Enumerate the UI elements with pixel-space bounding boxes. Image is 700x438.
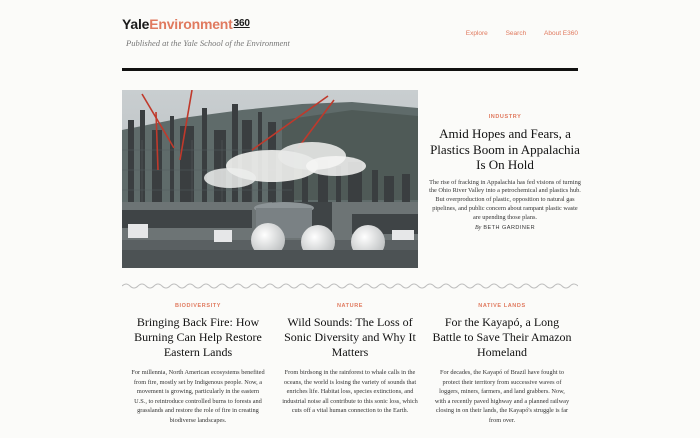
card-category[interactable]: NATURE xyxy=(336,303,364,309)
site-header xyxy=(122,16,578,52)
card-title[interactable]: Bringing Back Fire: How Burning Can Help Restore Eastern Lands xyxy=(134,315,262,359)
hero-byline xyxy=(428,225,582,231)
wavy-divider xyxy=(122,282,578,290)
nav-about[interactable]: About E360 xyxy=(544,30,578,37)
card-title[interactable]: For the Kayapó, a Long Battle to Save Their Amazon Homeland xyxy=(432,315,572,359)
article-card-nature xyxy=(278,303,422,416)
hero-description: The rise of fracking in Appalachia has fed visions of turning the Ohio River Valley into a petrochemical and plastics hub. But overproduction of plastic, opposition to natural gas pipelines, and public concern about rampant plastic waste are upending those plans. xyxy=(429,178,581,221)
card-title[interactable]: Wild Sounds: The Loss of Sonic Diversity and Why It Matters xyxy=(284,315,416,359)
card-description: For decades, the Kayapó of Brazil have fought to protect their territory from successive waves of loggers, miners, farmers, and land grabbers. Now, with a recently paved highway and a planned railway closing in on their lands, the Kayapó's struggle is far from over. xyxy=(434,369,570,424)
logo-environment: Environment xyxy=(149,16,233,32)
site-tagline: Published at the Yale School of the Environment xyxy=(126,38,290,48)
card-category[interactable]: NATIVE LANDS xyxy=(478,303,526,309)
article-card-native-lands xyxy=(430,303,574,425)
site-logo[interactable] xyxy=(122,16,250,32)
nav-explore[interactable]: Explore xyxy=(465,30,488,37)
hero-article xyxy=(428,114,582,231)
byline-by: By xyxy=(474,225,482,232)
hero-image[interactable] xyxy=(122,90,418,268)
hero-title[interactable]: Amid Hopes and Fears, a Plastics Boom in Appalachia Is On Hold xyxy=(430,126,580,172)
logo-360: 360 xyxy=(233,18,250,29)
logo-yale: Yale xyxy=(122,16,150,32)
card-description: For millennia, North American ecosystems benefited from fire, mostly set by Indigenous people. Now, a movement is growing, particularly in the eastern U.S., to reintroduce controlled burns to forests and grasslands and restore the role of fire in creating biodiverse landscapes. xyxy=(131,369,265,424)
byline-author[interactable]: BETH GARDINER xyxy=(483,225,536,232)
card-category[interactable]: BIODIVERSITY xyxy=(174,303,221,309)
hero-category[interactable]: INDUSTRY xyxy=(488,114,522,120)
article-card-biodiversity xyxy=(126,303,270,425)
top-nav xyxy=(450,30,578,37)
nav-search[interactable]: Search xyxy=(505,30,527,37)
card-description: From birdsong in the rainforest to whale calls in the oceans, the world is losing the variety of sounds that enriches life. Habitat loss, species extinctions, and industrial noise all contribute to this sonic loss, which cuts off a vital human connection to the Earth. xyxy=(282,369,418,414)
header-divider xyxy=(122,68,578,71)
